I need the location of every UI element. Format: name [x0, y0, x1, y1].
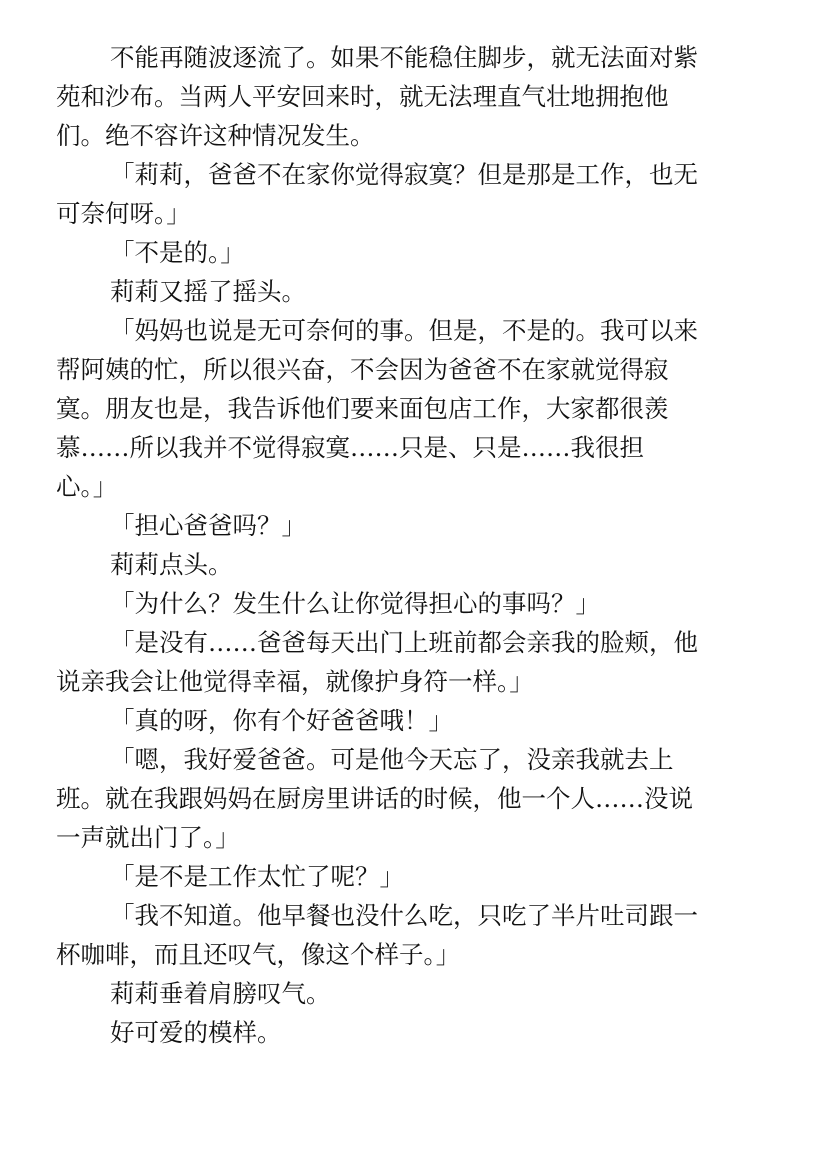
text-line-14: 莉莉点头。	[110, 550, 233, 579]
text-line-9: 帮阿姨的忙，所以很兴奋，不会因为爸爸不在家就觉得寂	[56, 355, 669, 384]
text-line-26: 好可爱的模样。	[110, 1018, 282, 1047]
text-line-13: 「担心爸爸吗？」	[110, 511, 306, 540]
text-line-25: 莉莉垂着肩膀叹气。	[110, 979, 331, 1008]
document-page	[56, 38, 752, 1052]
text-line-23: 「我不知道。他早餐也没什么吃，只吃了半片吐司跟一	[110, 901, 698, 930]
text-line-6: 「不是的。」	[110, 238, 245, 267]
text-line-10: 寞。朋友也是，我告诉他们要来面包店工作，大家都很羡	[56, 394, 669, 423]
text-line-17: 说亲我会让他觉得幸福，就像护身符一样。」	[56, 667, 534, 696]
text-line-16: 「是没有……爸爸每天出门上班前都会亲我的脸颊，他	[110, 628, 698, 657]
text-line-12: 心。」	[56, 472, 118, 501]
text-line-19: 「嗯，我好爱爸爸。可是他今天忘了，没亲我就去上	[110, 745, 674, 774]
text-line-22: 「是不是工作太忙了呢？」	[110, 862, 404, 891]
text-line-5: 可奈何呀。」	[56, 199, 191, 228]
text-line-7: 莉莉又摇了摇头。	[110, 277, 306, 306]
text-line-1: 不能再随波逐流了。如果不能稳住脚步，就无法面对紫	[110, 43, 698, 72]
text-line-2: 苑和沙布。当两人平安回来时，就无法理直气壮地拥抱他	[56, 82, 669, 111]
text-line-20: 班。就在我跟妈妈在厨房里讲话的时候，他一个人……没说	[56, 784, 693, 813]
text-line-4: 「莉莉，爸爸不在家你觉得寂寞？但是那是工作，也无	[110, 160, 698, 189]
text-line-18: 「真的呀，你有个好爸爸哦！」	[110, 706, 453, 735]
text-line-24: 杯咖啡，而且还叹气，像这个样子。」	[56, 940, 461, 969]
text-line-3: 们。绝不容许这种情况发生。	[56, 121, 375, 150]
text-line-8: 「妈妈也说是无可奈何的事。但是，不是的。我可以来	[110, 316, 698, 345]
text-line-15: 「为什么？发生什么让你觉得担心的事吗？」	[110, 589, 600, 618]
text-line-21: 一声就出门了。」	[56, 823, 240, 852]
text-line-11: 慕……所以我并不觉得寂寞……只是、只是……我很担	[56, 433, 644, 462]
